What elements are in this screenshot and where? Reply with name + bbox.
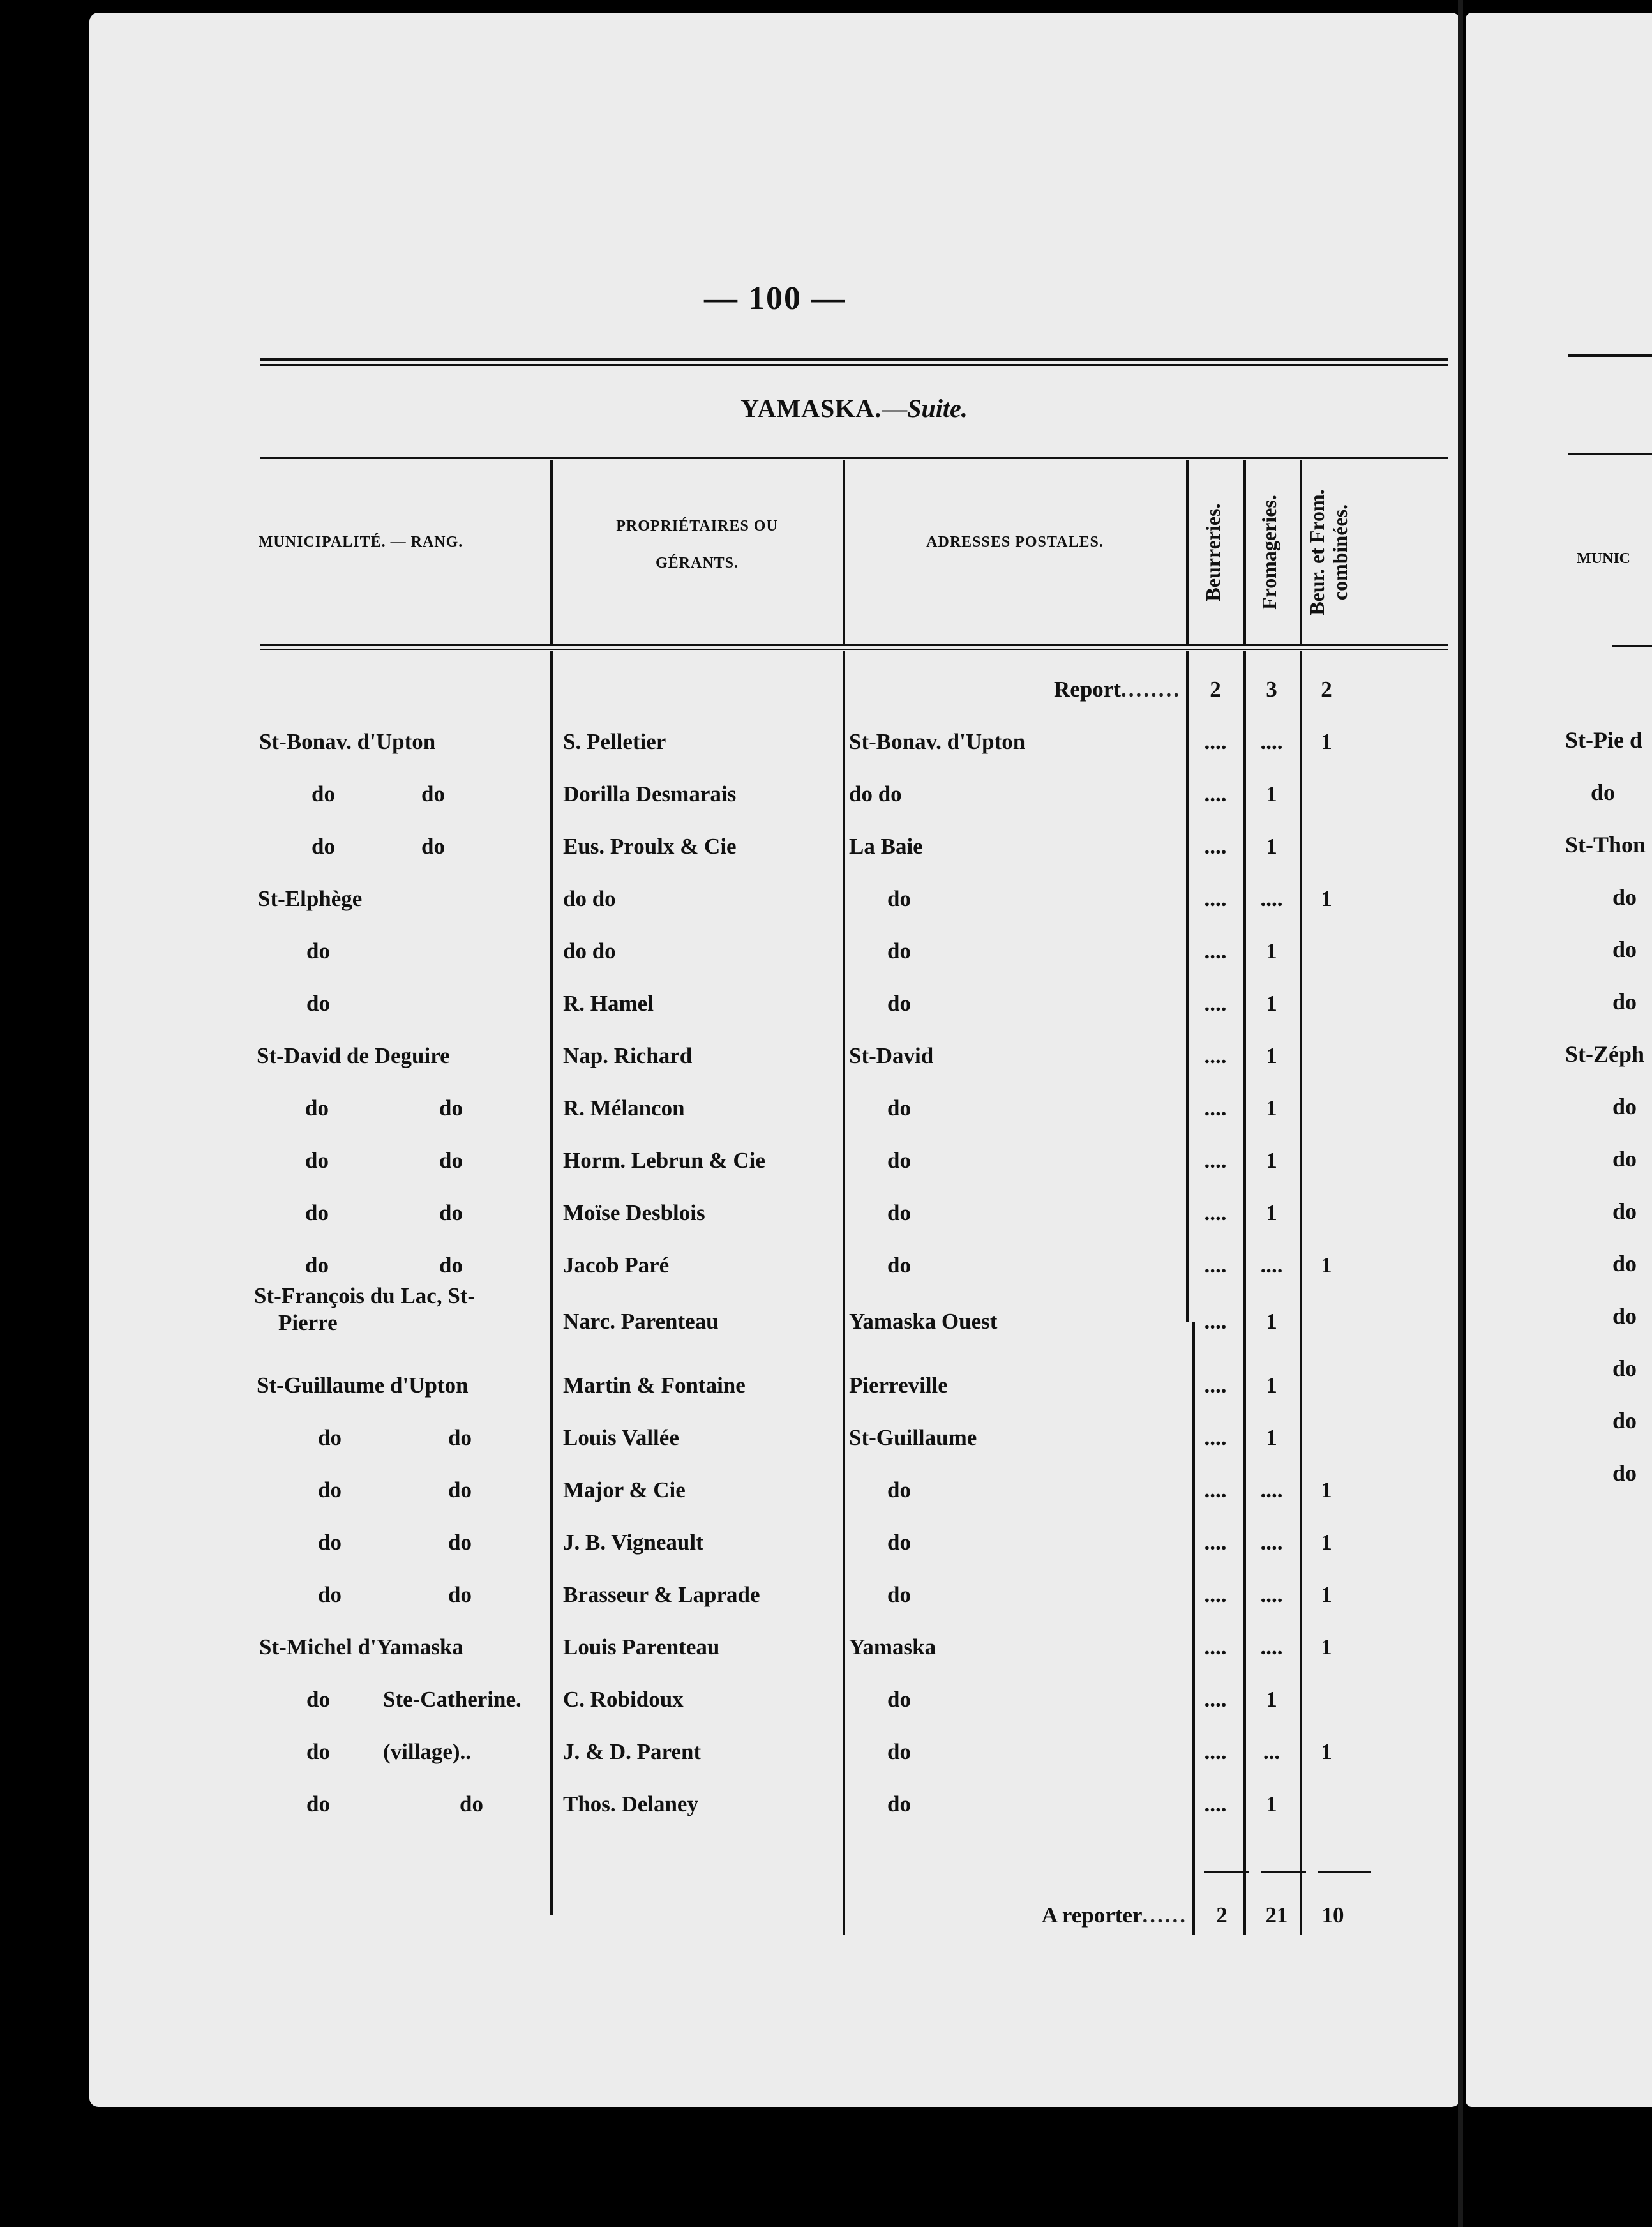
facing-line: do — [1612, 1198, 1637, 1224]
report-leader: ........ — [1121, 677, 1181, 702]
row-municipalite: do — [306, 939, 330, 963]
row-adresse: do — [887, 1792, 911, 1816]
header-beurreries: Beurreries. — [1201, 503, 1224, 601]
row-proprietaire: Jacob Paré — [563, 1253, 670, 1278]
row-beurreries: .... — [1204, 991, 1227, 1016]
row-rang: do — [421, 834, 445, 859]
row-municipalite: do — [312, 781, 335, 806]
facing-line: do — [1612, 1094, 1637, 1119]
col-sep-3 — [1186, 460, 1189, 644]
row-beurreries: .... — [1204, 1309, 1227, 1334]
header-combinees — [1305, 469, 1351, 635]
row-proprietaire: Horm. Lebrun & Cie — [563, 1148, 765, 1173]
row-adresse: St-David — [849, 1043, 934, 1068]
row-beurreries: .... — [1204, 781, 1227, 806]
row-beurreries: .... — [1204, 834, 1227, 859]
row-beurreries: .... — [1204, 1739, 1227, 1764]
row-beurreries: .... — [1204, 1253, 1227, 1278]
row-fromageries: 1 — [1266, 1792, 1277, 1816]
table-row — [89, 991, 1461, 1043]
row-municipalite: St-David de Deguire — [257, 1043, 450, 1068]
header-municipalite: MUNICIPALITÉ. — RANG. — [258, 534, 463, 550]
table-row — [89, 1373, 1461, 1425]
row-municipalite: St-Elphège — [258, 886, 363, 911]
facing-line: do — [1612, 937, 1637, 962]
title-sep: — — [882, 394, 908, 423]
total-fromageries: 21 — [1265, 1903, 1288, 1928]
row-combinees: 1 — [1321, 1253, 1332, 1278]
row-rang: do — [448, 1530, 472, 1555]
row-proprietaire: Narc. Parenteau — [563, 1309, 719, 1334]
row-proprietaire: C. Robidoux — [563, 1687, 684, 1712]
row-fromageries: ... — [1263, 1739, 1280, 1764]
row-municipalite: do — [318, 1425, 342, 1450]
row-rang: do — [448, 1477, 472, 1502]
row-adresse: do — [887, 991, 911, 1016]
facing-line: do — [1612, 1460, 1637, 1486]
row-rang: Ste-Catherine. — [383, 1687, 522, 1712]
table-row — [89, 1043, 1461, 1096]
table-row — [89, 1530, 1461, 1582]
row-adresse: La Baie — [849, 834, 923, 859]
col-sep-1 — [550, 460, 553, 644]
row-municipalite: do — [305, 1200, 329, 1225]
facing-header-rule — [1568, 453, 1652, 455]
row-fromageries: 1 — [1266, 834, 1277, 859]
facing-line: do — [1612, 1355, 1637, 1381]
total-row — [89, 1903, 1461, 1955]
total-combinees: 10 — [1321, 1903, 1344, 1928]
col-sep-4 — [1243, 460, 1246, 644]
row-proprietaire: Louis Vallée — [563, 1425, 679, 1450]
table-row — [89, 1283, 1461, 1361]
top-rule — [260, 358, 1448, 361]
table-title — [260, 393, 1448, 423]
row-combinees: 1 — [1321, 1582, 1332, 1607]
header-adresses: ADRESSES POSTALES. — [926, 534, 1104, 550]
table-row — [89, 1200, 1461, 1253]
total-leader: ...... — [1142, 1903, 1187, 1928]
row-beurreries: .... — [1204, 1148, 1227, 1173]
report-combinees: 2 — [1321, 677, 1332, 702]
facing-line: St-Zéph — [1565, 1041, 1645, 1067]
row-adresse: do — [887, 1200, 911, 1225]
row-proprietaire: R. Mélancon — [563, 1096, 685, 1121]
row-adresse: do — [887, 1739, 911, 1764]
facing-header-bottom-rule — [1612, 645, 1652, 647]
row-combinees: 1 — [1321, 1634, 1332, 1659]
facing-line: do — [1612, 1146, 1637, 1172]
row-proprietaire: S. Pelletier — [563, 729, 666, 754]
total-rule-f — [1261, 1871, 1306, 1873]
facing-line: do — [1612, 1251, 1637, 1276]
row-fromageries: 1 — [1266, 991, 1277, 1016]
row-adresse: do — [887, 886, 911, 911]
facing-line: St-Pie d — [1565, 727, 1642, 753]
row-beurreries: .... — [1204, 939, 1227, 963]
row-fromageries: .... — [1260, 1582, 1283, 1607]
row-proprietaire: do do — [563, 939, 616, 963]
header-bottom-rule — [260, 644, 1448, 646]
row-rang: do — [460, 1792, 483, 1816]
header-proprietaires — [554, 508, 840, 582]
row-fromageries: 1 — [1266, 939, 1277, 963]
row-municipalite: St-François du Lac, St- — [254, 1283, 476, 1308]
row-fromageries: 1 — [1266, 1200, 1277, 1225]
table-row — [89, 886, 1461, 939]
row-beurreries: .... — [1204, 1200, 1227, 1225]
table-row — [89, 1582, 1461, 1634]
row-rang: do — [439, 1200, 463, 1225]
row-adresse: do do — [849, 781, 902, 806]
row-municipalite: do — [318, 1582, 342, 1607]
row-fromageries: 1 — [1266, 1309, 1277, 1334]
row-adresse: do — [887, 939, 911, 963]
row-proprietaire: Eus. Proulx & Cie — [563, 834, 737, 859]
row-beurreries: .... — [1204, 1792, 1227, 1816]
row-municipalite-cont: Pierre — [278, 1310, 338, 1335]
row-fromageries: .... — [1260, 886, 1283, 911]
row-fromageries: 1 — [1266, 781, 1277, 806]
row-fromageries: .... — [1260, 1530, 1283, 1555]
row-adresse: St-Guillaume — [849, 1425, 977, 1450]
row-municipalite: do — [305, 1253, 329, 1278]
row-beurreries: .... — [1204, 886, 1227, 911]
row-fromageries: .... — [1260, 1253, 1283, 1278]
row-municipalite: do — [305, 1148, 329, 1173]
row-combinees: 1 — [1321, 1530, 1332, 1555]
report-beurreries: 2 — [1210, 677, 1221, 702]
row-beurreries: .... — [1204, 1043, 1227, 1068]
row-proprietaire: Major & Cie — [563, 1477, 686, 1502]
header-bottom-rule-thin — [260, 649, 1448, 650]
row-municipalite: do — [306, 1739, 330, 1764]
row-municipalite: do — [306, 991, 330, 1016]
facing-line: do — [1591, 780, 1616, 805]
report-label — [1002, 677, 1181, 702]
row-municipalite: do — [312, 834, 335, 859]
facing-line: do — [1612, 989, 1637, 1015]
row-fromageries: .... — [1260, 1477, 1283, 1502]
row-combinees: 1 — [1321, 1739, 1332, 1764]
total-label-text: A reporter — [1041, 1903, 1143, 1928]
row-adresse: do — [887, 1096, 911, 1121]
row-municipalite: do — [318, 1477, 342, 1502]
row-adresse: do — [887, 1530, 911, 1555]
row-adresse: St-Bonav. d'Upton — [849, 729, 1026, 754]
table-row — [89, 1148, 1461, 1200]
facing-line: do — [1612, 1408, 1637, 1433]
row-municipalite: St-Guillaume d'Upton — [257, 1373, 469, 1398]
row-fromageries: .... — [1260, 1634, 1283, 1659]
report-row — [89, 677, 1461, 729]
row-rang: do — [439, 1253, 463, 1278]
row-proprietaire: J. & D. Parent — [563, 1739, 702, 1764]
header-combinees-line1: Beur. et From. — [1305, 489, 1328, 615]
row-fromageries: 1 — [1266, 1425, 1277, 1450]
row-rang: do — [448, 1582, 472, 1607]
row-rang: (village).. — [383, 1739, 472, 1764]
header-fromageries: Fromageries. — [1258, 495, 1280, 610]
row-adresse: do — [887, 1148, 911, 1173]
row-rang: do — [421, 781, 445, 806]
row-municipalite: do — [318, 1530, 342, 1555]
title-main: YAMASKA. — [740, 394, 882, 423]
row-adresse: do — [887, 1477, 911, 1502]
table-row — [89, 1477, 1461, 1530]
table-row — [89, 1687, 1461, 1739]
page-gutter — [1458, 0, 1463, 2227]
facing-header: MUNIC — [1577, 550, 1630, 567]
row-municipalite: do — [306, 1687, 330, 1712]
row-beurreries: .... — [1204, 1687, 1227, 1712]
row-proprietaire: Louis Parenteau — [563, 1634, 720, 1659]
table-row — [89, 729, 1461, 781]
report-fromageries: 3 — [1266, 677, 1277, 702]
table-row — [89, 1634, 1461, 1687]
row-adresse: Yamaska Ouest — [849, 1309, 998, 1334]
row-beurreries: .... — [1204, 1634, 1227, 1659]
table-row — [89, 781, 1461, 834]
table-row — [89, 1792, 1461, 1844]
header-combinees-line2: combinées. — [1328, 504, 1351, 601]
facing-line: do — [1612, 884, 1637, 910]
row-fromageries: 1 — [1266, 1687, 1277, 1712]
table-row — [89, 939, 1461, 991]
row-municipalite: St-Bonav. d'Upton — [259, 729, 436, 754]
row-combinees: 1 — [1321, 1477, 1332, 1502]
row-combinees: 1 — [1321, 886, 1332, 911]
row-beurreries: .... — [1204, 1582, 1227, 1607]
row-municipalite: do — [305, 1096, 329, 1121]
facing-line: do — [1612, 1303, 1637, 1329]
table-row — [89, 834, 1461, 886]
total-beurreries: 2 — [1216, 1903, 1228, 1928]
page-number: — 100 — — [704, 280, 846, 317]
row-proprietaire: Martin & Fontaine — [563, 1373, 746, 1398]
report-label-text: Report — [1054, 677, 1121, 702]
row-adresse: do — [887, 1687, 911, 1712]
row-proprietaire: J. B. Vigneault — [563, 1530, 703, 1555]
total-rule-b — [1204, 1871, 1249, 1873]
row-beurreries: .... — [1204, 1477, 1227, 1502]
table-row — [89, 1425, 1461, 1477]
row-beurreries: .... — [1204, 1425, 1227, 1450]
row-rang: do — [439, 1148, 463, 1173]
row-proprietaire: do do — [563, 886, 616, 911]
row-fromageries: 1 — [1266, 1096, 1277, 1121]
title-suite: Suite. — [907, 394, 968, 423]
row-beurreries: .... — [1204, 1373, 1227, 1398]
facing-page — [1466, 13, 1652, 2107]
row-adresse: Yamaska — [849, 1634, 936, 1659]
row-rang: do — [439, 1096, 463, 1121]
ledger-page — [89, 13, 1461, 2107]
row-fromageries: .... — [1260, 729, 1283, 754]
row-proprietaire: Moïse Desblois — [563, 1200, 705, 1225]
row-rang: do — [448, 1425, 472, 1450]
row-beurreries: .... — [1204, 1096, 1227, 1121]
row-fromageries: 1 — [1266, 1373, 1277, 1398]
row-fromageries: 1 — [1266, 1148, 1277, 1173]
header-proprietaires-line2: GÉRANTS. — [655, 555, 739, 571]
row-adresse: do — [887, 1253, 911, 1278]
row-beurreries: .... — [1204, 1530, 1227, 1555]
row-municipalite: St-Michel d'Yamaska — [259, 1634, 463, 1659]
top-rule-thin — [260, 364, 1448, 366]
col-sep-5 — [1300, 460, 1302, 644]
total-rule-c — [1318, 1871, 1371, 1873]
row-combinees: 1 — [1321, 729, 1332, 754]
row-municipalite: do — [306, 1792, 330, 1816]
row-beurreries: .... — [1204, 729, 1227, 754]
row-proprietaire: Nap. Richard — [563, 1043, 693, 1068]
facing-line: St-Thon — [1565, 832, 1646, 857]
header-top-rule — [260, 457, 1448, 459]
row-proprietaire: Dorilla Desmarais — [563, 781, 737, 806]
row-proprietaire: Thos. Delaney — [563, 1792, 698, 1816]
facing-top-rule — [1568, 354, 1652, 357]
row-proprietaire: R. Hamel — [563, 991, 654, 1016]
table-row — [89, 1096, 1461, 1148]
table-row — [89, 1739, 1461, 1792]
col-sep-2 — [843, 460, 845, 644]
row-adresse: do — [887, 1582, 911, 1607]
row-fromageries: 1 — [1266, 1043, 1277, 1068]
row-proprietaire: Brasseur & Laprade — [563, 1582, 760, 1607]
total-label — [983, 1903, 1187, 1928]
row-adresse: Pierreville — [849, 1373, 948, 1398]
header-proprietaires-line1: PROPRIÉTAIRES OU — [616, 518, 778, 534]
